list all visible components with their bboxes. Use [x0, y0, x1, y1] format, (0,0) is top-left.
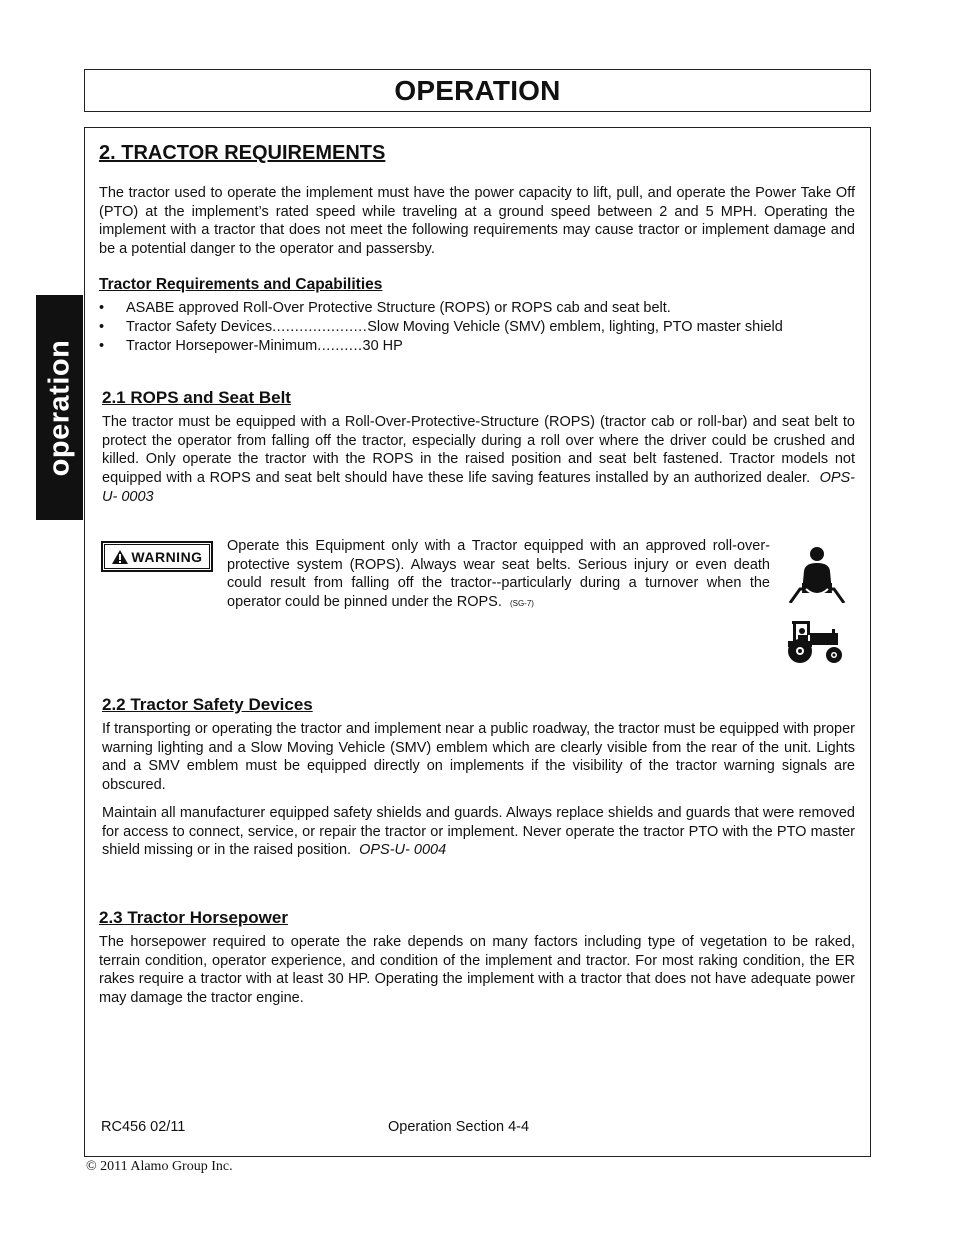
tractor-icon	[784, 619, 848, 665]
requirement-safety-value: Slow Moving Vehicle (SMV) emblem, lighting, PTO master shield	[367, 319, 783, 335]
bullet: •	[99, 338, 105, 354]
warning-label-text: WARNING	[131, 548, 203, 565]
footer-section: Operation Section 4-4	[388, 1119, 530, 1135]
requirement-rops: ASABE approved Roll-Over Protective Structure (ROPS) or ROPS cab and seat belt.	[126, 300, 671, 316]
safety-devices-heading: 2.2 Tractor Safety Devices	[102, 695, 313, 714]
footer-model: RC456 02/11	[101, 1119, 186, 1135]
page-title: OPERATION	[394, 74, 561, 106]
warning-text	[227, 537, 770, 614]
bullet: •	[99, 300, 105, 316]
warning-triangle-icon	[111, 549, 129, 565]
list-item	[99, 318, 859, 337]
safety-devices-code: OPS-U- 0004	[359, 842, 447, 859]
leader-dots: .....................	[272, 319, 368, 335]
rops-heading: 2.1 ROPS and Seat Belt	[102, 388, 291, 407]
horsepower-heading: 2.3 Tractor Horsepower	[99, 908, 288, 927]
requirements-list	[99, 299, 859, 356]
leader-dots: ..........	[317, 338, 363, 354]
requirements-heading: Tractor Requirements and Capabilities	[99, 276, 383, 293]
safety-devices-para2-text: Maintain all manufacturer equipped safety shields and guards. Always replace shields and guards that were removed for access to connect, service, or repair the tractor or implement. Never operate the tractor PTO with the PTO master shield missing or in the raised position.	[102, 805, 855, 859]
side-tab-label: operation	[43, 339, 75, 476]
rops-body-text: The tractor must be equipped with a Roll-Over-Protective-Structure (ROPS) (tractor cab or roll-bar) and seat belt to protect the operator from falling off the tractor, especially during a roll over where the driver could be crushed and killed. Only operate the tractor with the ROPS in the raised position and seat belt fastened. Tractor models not equipped with a ROPS and seat belt should have these life saving features installed by an authorized dealer.	[102, 414, 855, 487]
safety-devices-para1: If transporting or operating the tractor and implement near a public roadway, the tractor must be equipped with proper warning lighting and a Slow Moving Vehicle (SMV) emblem which are clearly visible from the rear of the unit. Lights and a SMV emblem must be equipped directly on implements if the visibility of the tractor warning signals are obscured.	[102, 721, 855, 794]
list-item	[99, 299, 859, 318]
requirement-hp-label: Tractor Horsepower-Minimum	[126, 338, 318, 354]
horsepower-body: The horsepower required to operate the rake depends on many factors including type of vegetation to be raked, terrain condition, operator experience, and condition of the implement and tractor. For most raking condition, the ER rakes require a tractor with at least 30 HP. Operating the implement with a tractor that does not have adequate power may damage the tractor engine.	[99, 934, 855, 1007]
warning-body: Operate this Equipment only with a Tractor equipped with an approved roll-over-protective system (ROPS). Always wear seat belts. Serious injury or even death could result from falling off the tractor--particularly during a turnover when the operator could be pinned under the ROPS.	[227, 538, 770, 611]
seat-belt-operator-icon	[788, 545, 846, 603]
bullet: •	[99, 319, 105, 335]
rops-code: OPS-U- 0003	[102, 470, 856, 505]
safety-devices-para2	[102, 804, 855, 860]
page-header	[84, 69, 871, 112]
copyright: © 2011 Alamo Group Inc.	[86, 1159, 233, 1174]
requirement-hp-value: 30 HP	[362, 338, 403, 354]
list-item	[99, 337, 859, 356]
warning-code: (SG-7)	[509, 599, 534, 609]
requirement-safety-label: Tractor Safety Devices	[126, 319, 273, 335]
side-tab	[36, 295, 83, 520]
section-title: 2. TRACTOR REQUIREMENTS	[99, 142, 386, 164]
section-intro: The tractor used to operate the implement must have the power capacity to lift, pull, and operate the Power Take Off (PTO) at the implement’s rated speed while traveling at a ground speed between 2 and 5 MPH. Operating the implement with a tractor that does not meet the following requirements may cause tractor or implement damage and be a potential danger to the operator and passersby.	[99, 185, 855, 258]
rops-body	[102, 413, 855, 507]
warning-label	[101, 541, 213, 572]
